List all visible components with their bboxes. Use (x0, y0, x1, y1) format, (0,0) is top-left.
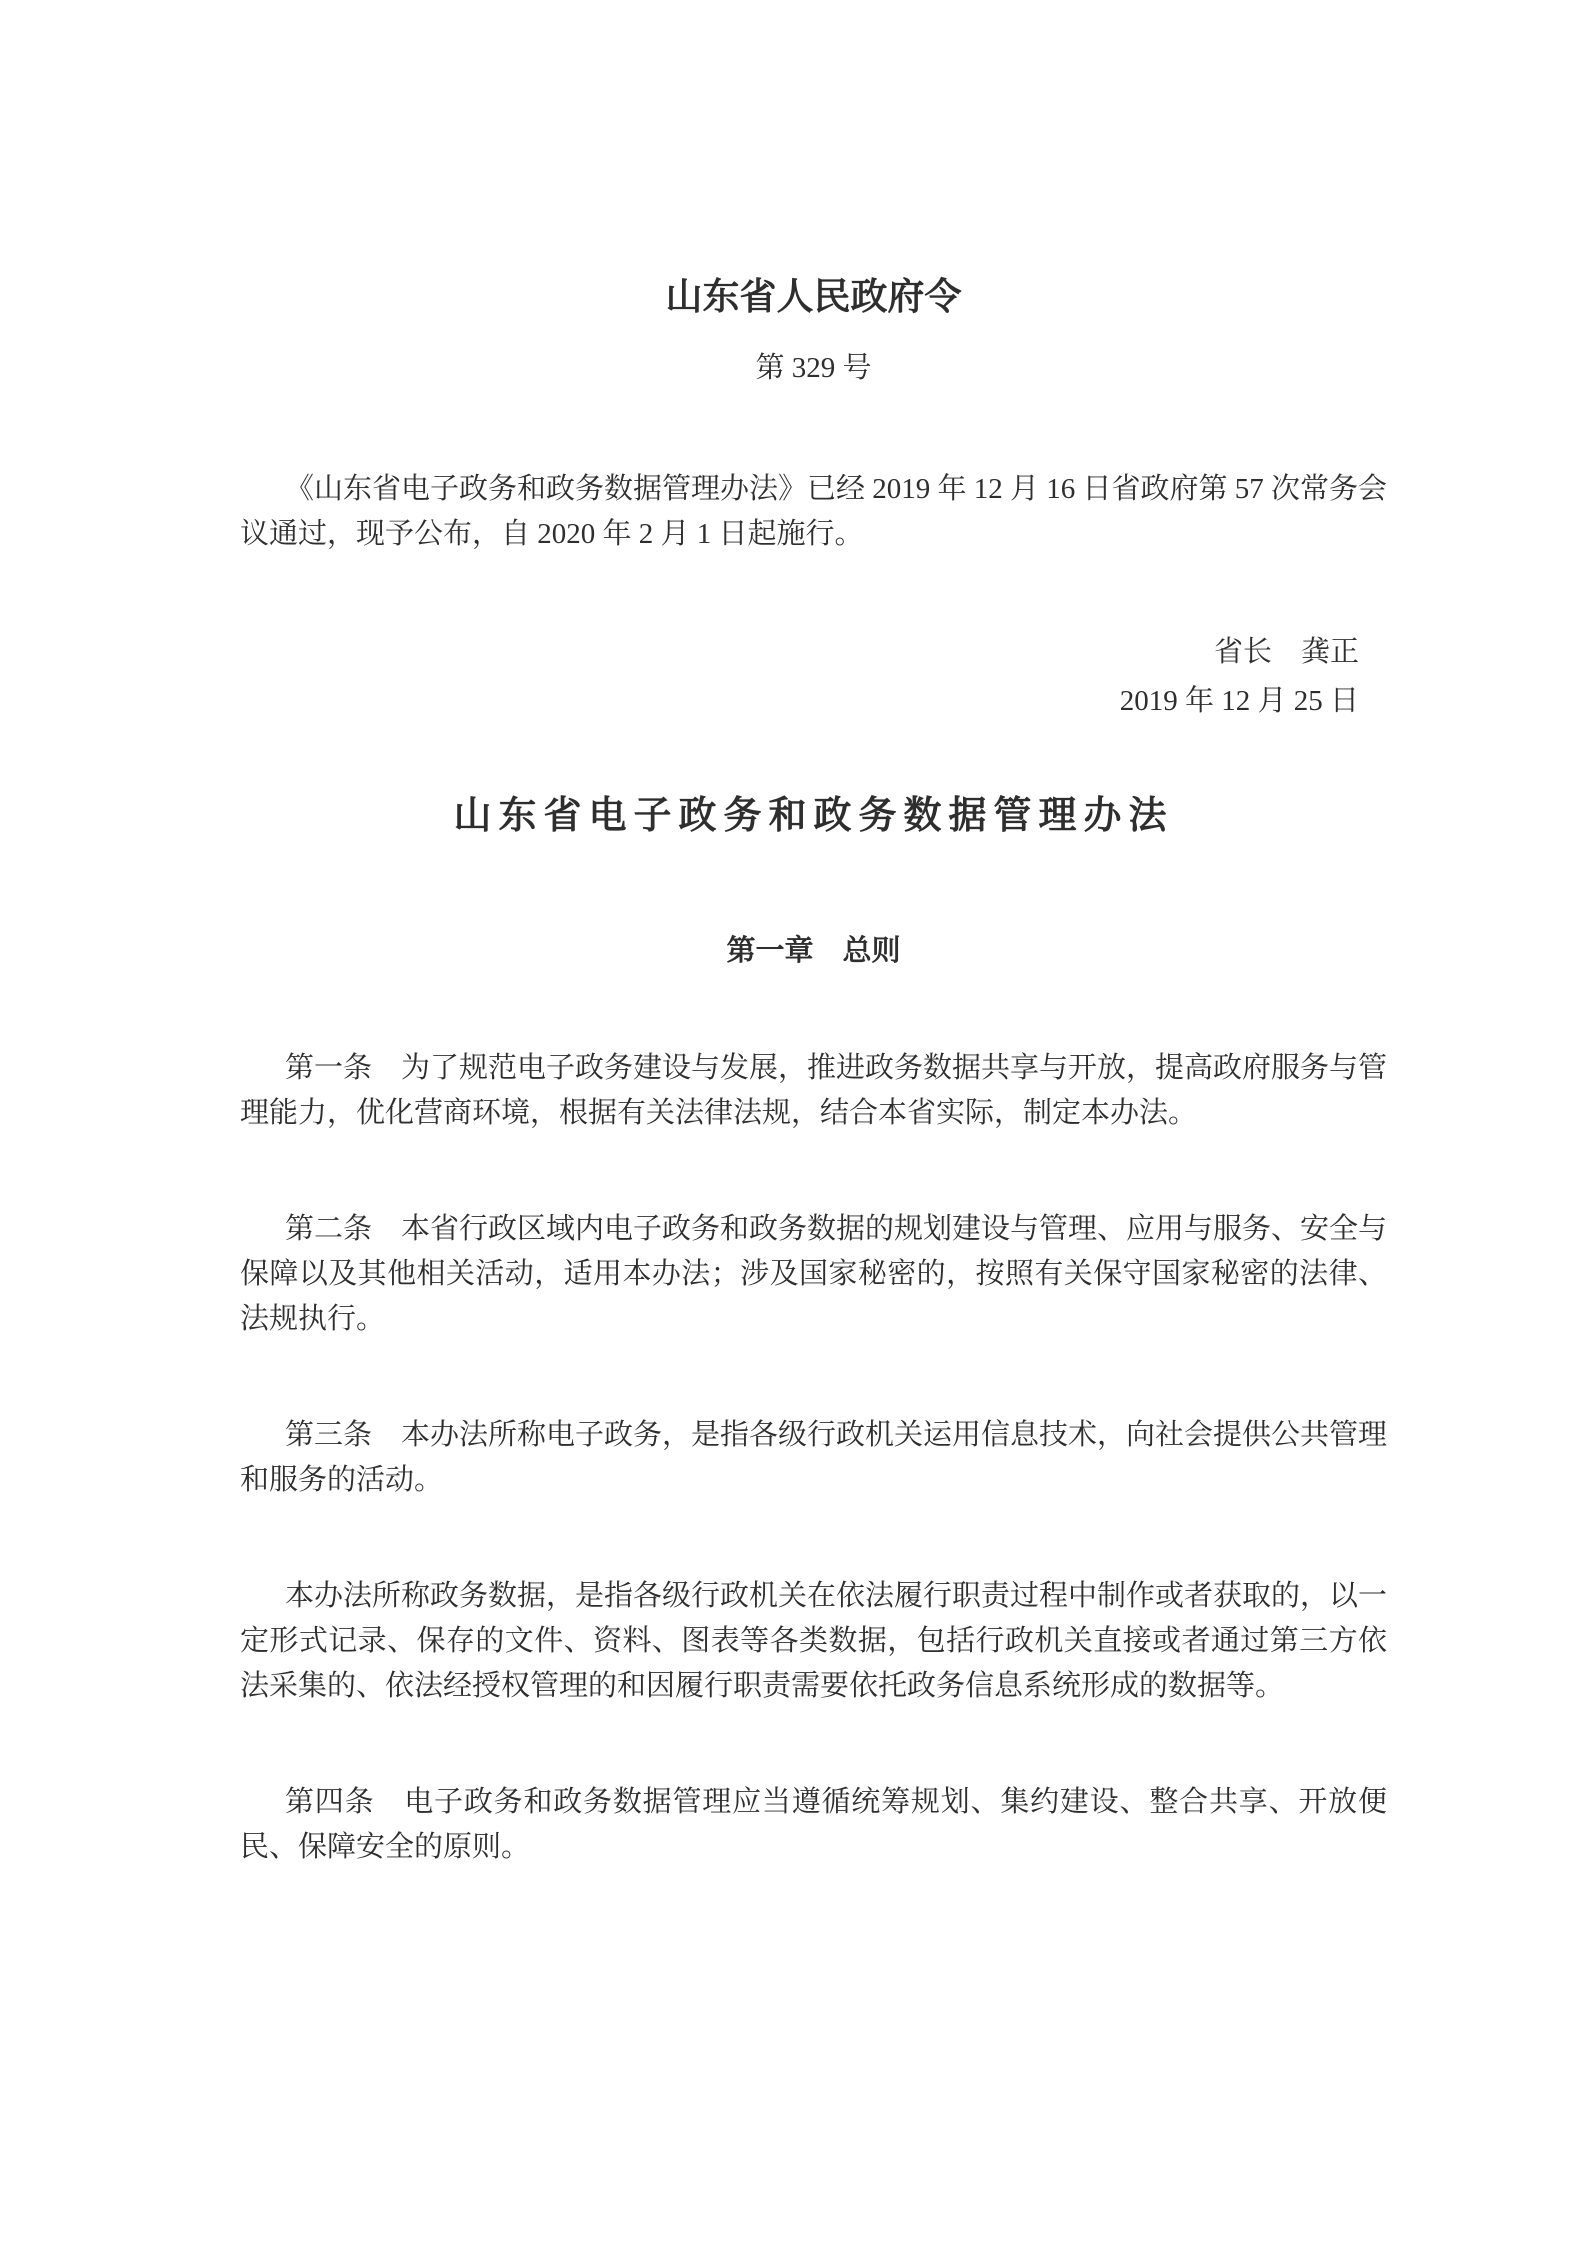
article-paragraph-2: 第二条 本省行政区域内电子政务和政务数据的规划建设与管理、应用与服务、安全与保障以及其他相关活动，适用本办法；涉及国家秘密的，按照有关保守国家秘密的法律、法规执行。 (240, 1213, 1388, 1335)
announcement-paragraph: 《山东省电子政务和政务数据管理办法》已经 2019 年 12 月 16 日省政府第 57 次常务会议通过，现予公布，自 2020 年 2 月 1 日起施行。 (240, 473, 1388, 550)
article-paragraph-4: 第四条 电子政务和政务数据管理应当遵循统筹规划、集约建设、整合共享、开放便民、保障安全的原则。 (240, 1786, 1387, 1863)
sign-date-line: 2019 年 12 月 25 日 (1119, 685, 1359, 717)
chapter-heading: 第一章 总则 (726, 935, 901, 967)
government-order-title: 山东省人民政府令 (665, 277, 962, 318)
signature-block (240, 628, 1387, 726)
signer-line: 省长 龚正 (1213, 636, 1359, 668)
regulation-title: 山东省电子政务和政务数据管理办法 (453, 795, 1174, 837)
article-paragraph-3: 第三条 本办法所称电子政务，是指各级行政机关运用信息技术，向社会提供公共管理和服务的活动。 (240, 1419, 1388, 1496)
article-paragraph-1: 第一条 为了规范电子政务建设与发展，推进政务数据共享与开放，提高政府服务与管理能力，优化营商环境，根据有关法律法规，结合本省实际，制定本办法。 (240, 1052, 1388, 1129)
order-number: 第 329 号 (755, 352, 872, 384)
article-paragraph-3-continued: 本办法所称政务数据，是指各级行政机关在依法履行职责过程中制作或者获取的，以一定形式记录、保存的文件、资料、图表等各类数据，包括行政机关直接或者通过第三方依法采集的、依法经授权管理的和因履行职责需要依托政务信息系统形成的数据等。 (240, 1580, 1388, 1702)
